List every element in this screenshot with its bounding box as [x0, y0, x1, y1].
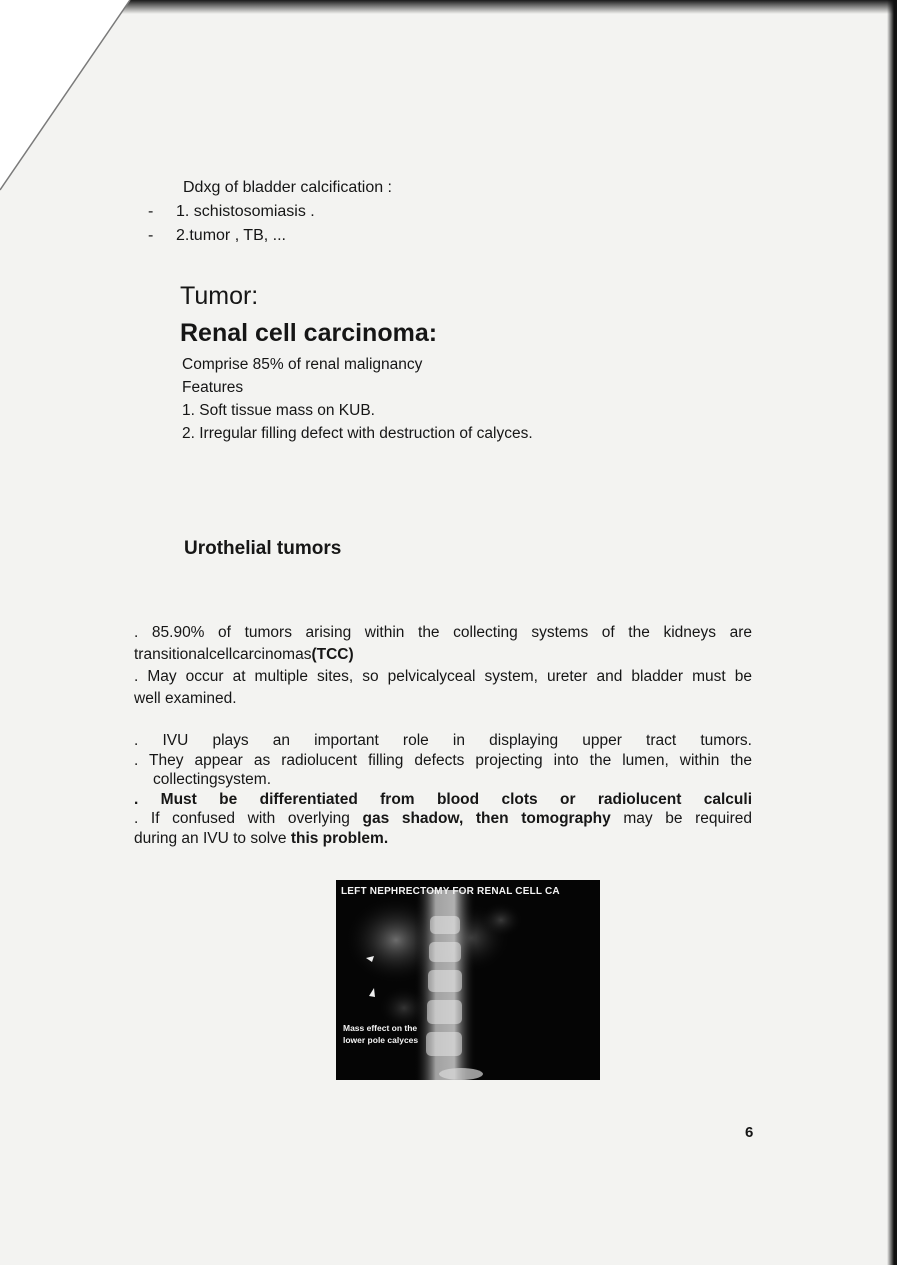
text-line: . IVU plays an important role in displaying upper tract tumors. [134, 732, 752, 749]
rcc-line: 2. Irregular filling defect with destruction of calyces. [182, 425, 533, 442]
paragraph-multiple-sites [134, 666, 752, 710]
bullet: - [148, 203, 154, 220]
paragraph-tcc [134, 622, 752, 666]
xray-title: LEFT NEPHRECTOMY FOR RENAL CELL CA [341, 886, 560, 897]
text-span: transitionalcellcarcinomas [134, 646, 312, 663]
text-span: may be required [610, 810, 752, 827]
rcc-line: Comprise 85% of renal malignancy [182, 356, 423, 373]
rcc-line: 1. Soft tissue mass on KUB. [182, 402, 375, 419]
xray-caption: Mass effect on the lower pole calyces [343, 1023, 419, 1045]
text-line: . Must be differentiated from blood clots or radiolucent calculi [134, 790, 752, 808]
paragraph-ivu [134, 731, 752, 848]
rcc-line: Features [182, 379, 244, 396]
text-line [134, 809, 752, 829]
page-right-edge [887, 0, 897, 1265]
list-item-text: 1. schistosomiasis . [176, 203, 315, 220]
text-bold: this problem. [290, 829, 389, 847]
text-line [134, 829, 752, 849]
text-line [134, 644, 752, 666]
xray-image [336, 880, 600, 1080]
page-number: 6 [745, 1124, 754, 1141]
text-span: during an IVU to solve [134, 829, 291, 847]
bullet: - [148, 227, 154, 244]
text-line: collectingsystem. [153, 771, 272, 788]
text-line: . May occur at multiple sites, so pelvicalyceal system, ureter and bladder must be [134, 668, 752, 685]
text-line: well examined. [134, 690, 237, 707]
urothelial-heading: Urothelial tumors [184, 538, 342, 559]
ddx-heading: Ddxg of bladder calcification : [183, 179, 392, 196]
text-line: . They appear as radiolucent filling defects projecting into the lumen, within the [134, 751, 752, 769]
tumor-heading: Tumor: [180, 282, 259, 310]
text-span: . If confused with overlying [134, 810, 363, 827]
list-item-text: 2.tumor , TB, ... [176, 227, 286, 244]
text-bold: (TCC) [311, 646, 354, 663]
text-line: . 85.90% of tumors arising within the collecting systems of the kidneys are [134, 624, 752, 641]
rcc-heading: Renal cell carcinoma: [180, 319, 438, 347]
text-bold: gas shadow, then tomography [362, 810, 611, 827]
folded-corner [0, 0, 140, 200]
rcc-details [182, 353, 533, 445]
xray-figure [336, 880, 600, 1080]
